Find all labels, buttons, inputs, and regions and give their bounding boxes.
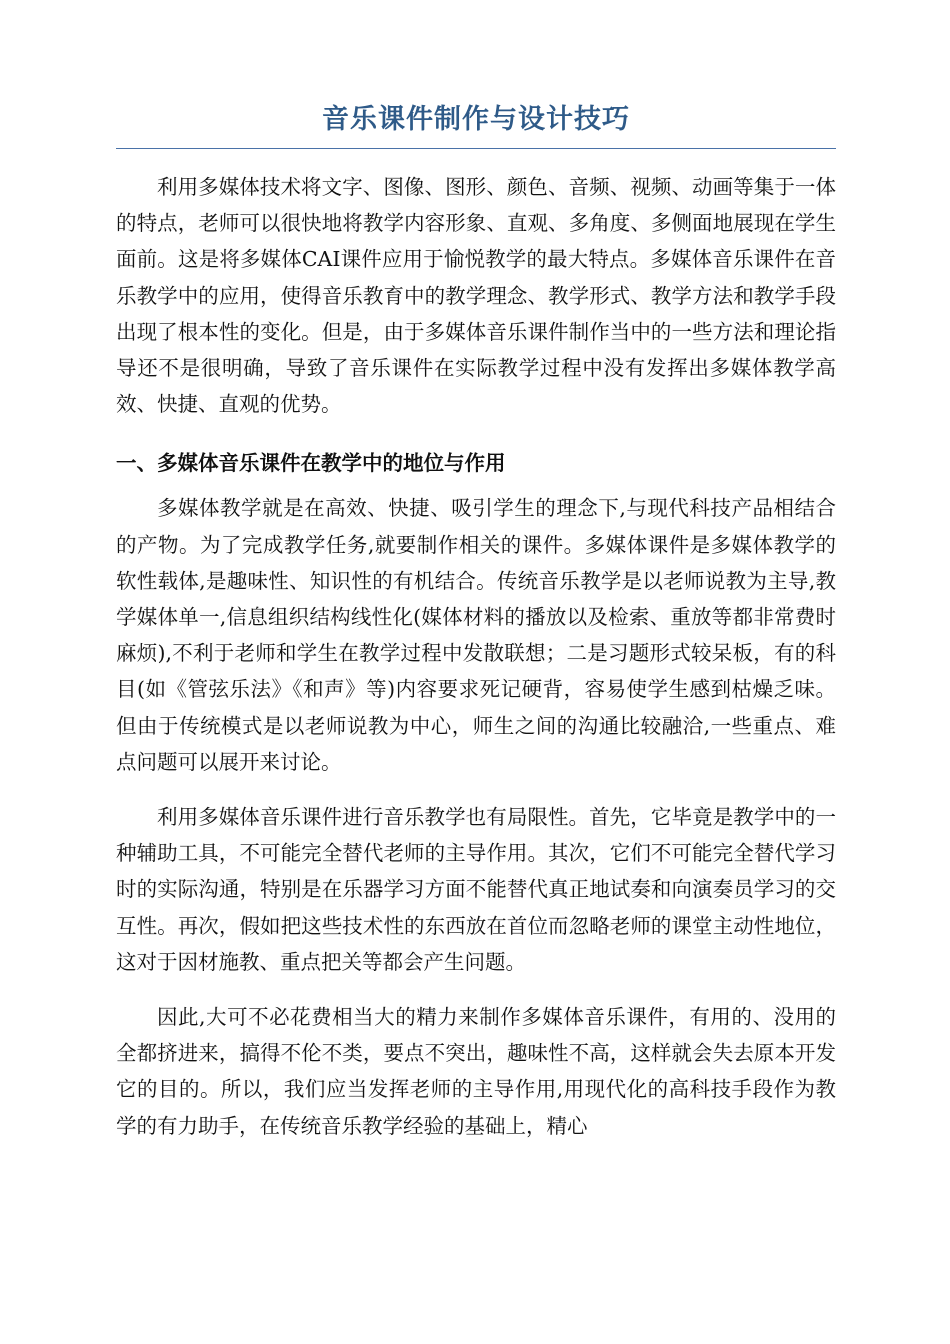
section-heading-1: 一、多媒体音乐课件在教学中的地位与作用 (116, 451, 506, 476)
paragraph-limitations: 利用多媒体音乐课件进行音乐教学也有局限性。首先，它毕竟是教学中的一种辅助工具，不可能完全替代老师的主导作用。其次，它们不可能完全替代学习时的实际沟通，特别是在乐器学习方面不能替代真正地试奏和向演奏员学习的交互性。再次，假如把这些技术性的东西放在首位而忽略老师的课堂主动性地位，这对于因材施教、重点把关等都会产生问题。 (116, 805, 836, 974)
paragraph-conclusion: 因此,大可不必花费相当大的精力来制作多媒体音乐课件，有用的、没用的全都挤进来，搞得不伦不类，要点不突出，趣味性不高，这样就会失去原本开发它的目的。所以，我们应当发挥老师的主导作用,用现代化的高科技手段作为教学的有力助手，在传统音乐教学经验的基础上，精心 (116, 1005, 836, 1138)
document-title: 音乐课件制作与设计技巧 (116, 100, 836, 149)
paragraph-section-1: 多媒体教学就是在高效、快捷、吸引学生的理念下,与现代科技产品相结合的产物。为了完成教学任务,就要制作相关的课件。多媒体课件是多媒体教学的软性载体,是趣味性、知识性的有机结合。传统音乐教学是以老师说教为主导,教学媒体单一,信息组织结构线性化(媒体材料的播放以及检索、重放等都非常费时麻烦),不利于老师和学生在教学过程中发散联想；二是习题形式较呆板，有的科目(如《管弦乐法》《和声》等)内容要求死记硬背，容易使学生感到枯燥乏味。但由于传统模式是以老师说教为中心，师生之间的沟通比较融洽,一些重点、难点问题可以展开来讨论。 (116, 496, 836, 774)
document-page (116, 100, 836, 1144)
paragraph-intro: 利用多媒体技术将文字、图像、图形、颜色、音频、视频、动画等集于一体的特点，老师可以很快地将教学内容形象、直观、多角度、多侧面地展现在学生面前。这是将多媒体CAI课件应用于愉悦教学的最大特点。多媒体音乐课件在音乐教学中的应用，使得音乐教育中的教学理念、教学形式、教学方法和教学手段出现了根本性的变化。但是，由于多媒体音乐课件制作当中的一些方法和理论指导还不是很明确，导致了音乐课件在实际教学过程中没有发挥出多媒体教学高效、快捷、直观的优势。 (116, 175, 836, 417)
